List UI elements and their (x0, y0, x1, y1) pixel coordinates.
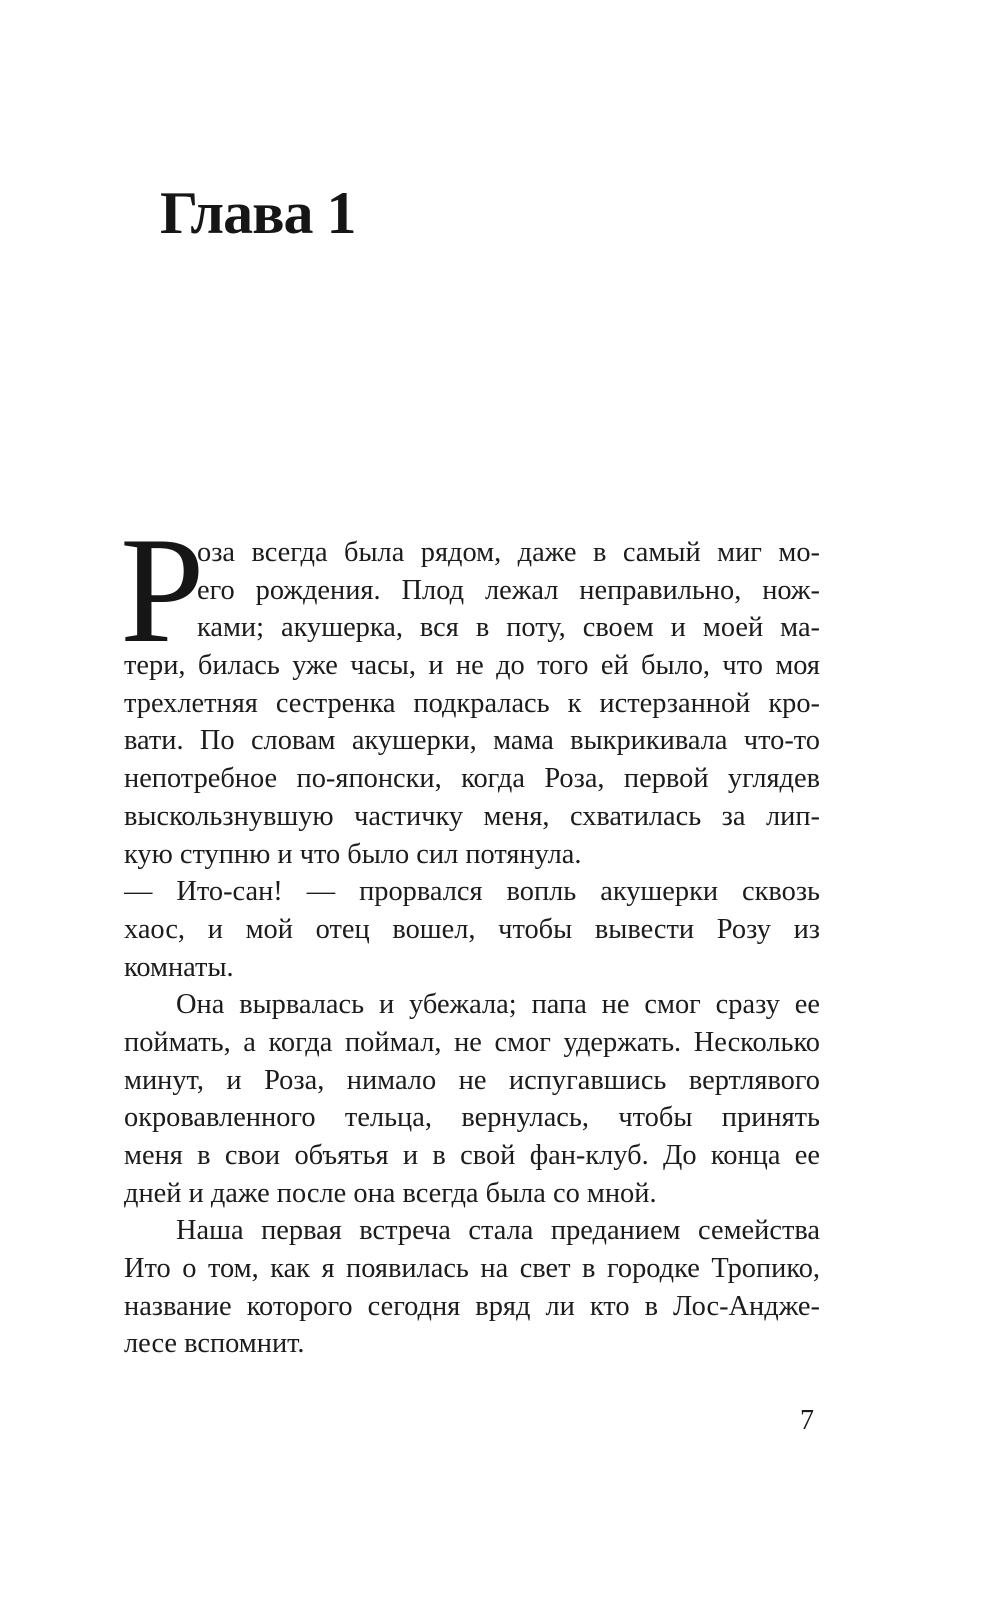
page-number: 7 (800, 1405, 814, 1436)
text-line: поймать, а когда поймал, не смог удержать. Несколько (124, 1026, 820, 1058)
text-line: ками; акушерка, вся в поту, своем и моей ма- (197, 612, 820, 644)
text-line: его рождения. Плод лежал неправильно, нож- (197, 574, 820, 606)
text-line: Ито о том, как я появилась на свет в городке Тропико, (124, 1253, 820, 1285)
drop-cap: Р (120, 506, 205, 674)
text-line: меня в свои объятья и в свой фан-клуб. До конца ее (124, 1140, 820, 1171)
text-line: вати. По словам акушерки, мама выкрикивала что-то (124, 725, 820, 757)
text-line: окровавленного тельца, вернулась, чтобы принять (124, 1102, 820, 1134)
text-line: непотребное по-японски, когда Роза, первой углядев (124, 763, 820, 795)
chapter-title: Глава 1 (160, 180, 356, 246)
text-line: трехлетняя сестренка подкралась к истерзанной кро- (124, 687, 820, 719)
text-line: минут, и Роза, нимало не испугавшись вертлявого (124, 1064, 820, 1096)
text-line: Наша первая встреча стала преданием семейства (176, 1215, 820, 1247)
text-line: название которого сегодня вряд ли кто в Лос-Андже- (124, 1290, 820, 1322)
text-line: выскользнувшую частичку меня, схватилась за лип- (124, 800, 820, 832)
text-line: комнаты. (124, 951, 234, 983)
text-line: дней и даже после она всегда была со мной. (124, 1177, 657, 1209)
text-line: лесе вспомнит. (124, 1328, 305, 1360)
text-line: Она вырвалась и убежала; папа не смог сразу ее (176, 989, 820, 1021)
text-line: — Ито-сан! — прорвался вопль акушерки сквозь (124, 876, 820, 908)
chapter-body (120, 506, 820, 1363)
text-line: кую ступню и что было сил потянула. (124, 838, 582, 870)
text-line: хаос, и мой отец вошел, чтобы вывести Розу из (124, 913, 820, 945)
text-line: оза всегда была рядом, даже в самый миг мо- (197, 537, 820, 568)
text-line: тери, билась уже часы, и не до того ей было, что моя (124, 650, 820, 682)
